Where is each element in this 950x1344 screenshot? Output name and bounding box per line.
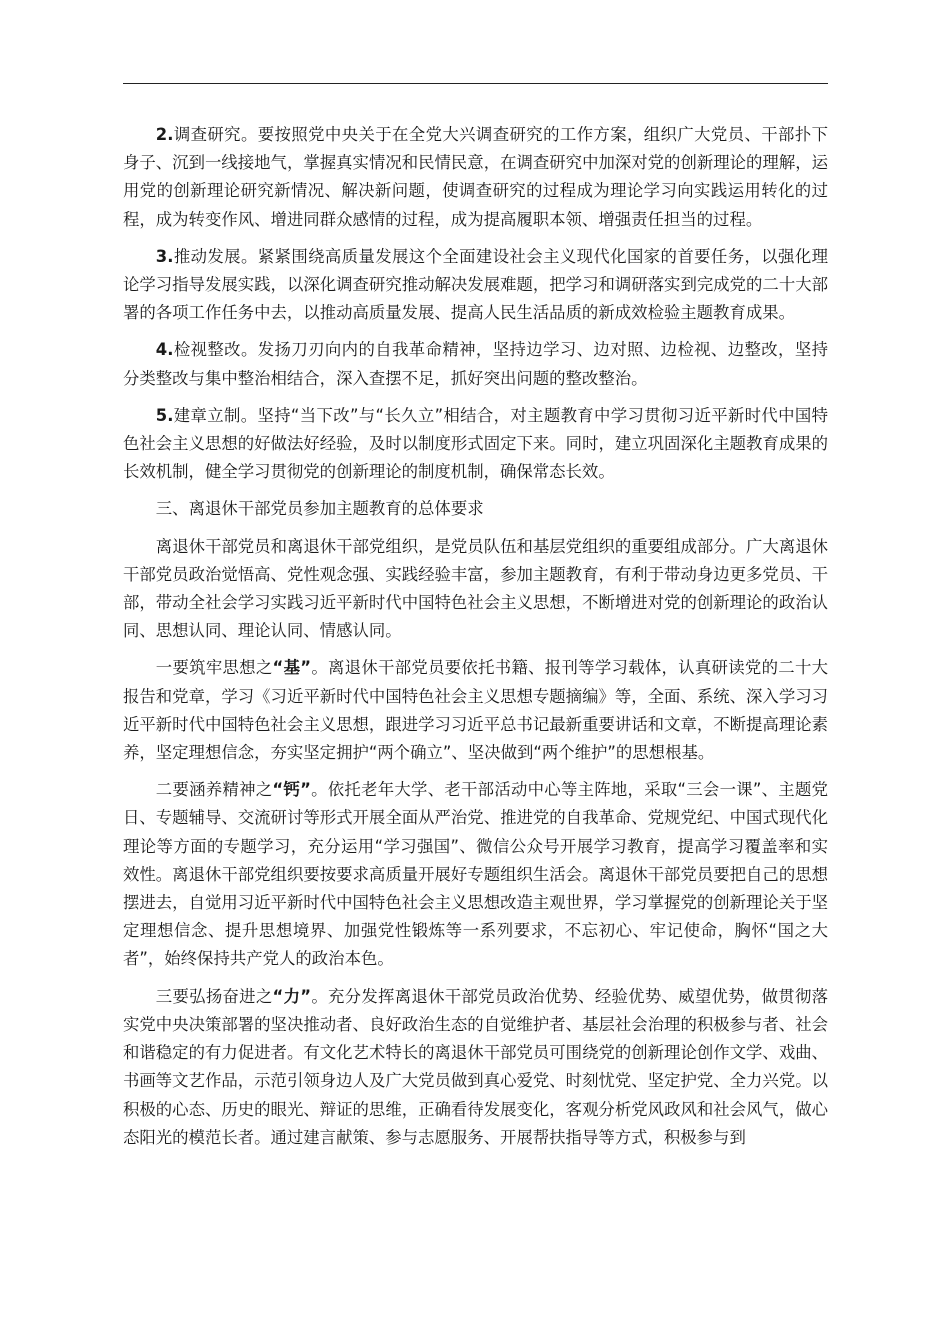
requirement-strength (123, 983, 828, 1152)
item-number: 4. (155, 340, 174, 360)
section-heading: 三、离退休干部党员参加主题教育的总体要求 (155, 499, 484, 519)
requirement-text: 。依托老年大学、老干部活动中心等主阵地，采取“三会一课”、主题党日、专题辅导、交流研讨等形式开展全面从严治党、推进党的自我革命、党规党纪、中国式现代化理论等方面的专题学习，充分运用“学习强国”、微信公众号开展学习教育，提高学习覆盖率和实效性。离退休干部党组织要按要求高质量开展好专题组织生活会。离退休干部党员要把自己的思想摆进去，自觉用习近平新时代中国特色社会主义思想改造主观世界，学习掌握党的创新理论关于坚定理想信念、提升思想境界、加强党性锻炼等一系列要求，不忘初心、牢记使命，胸怀“国之大者”，始终保持共产党人的政治本色。 (123, 780, 829, 969)
item-number: 5. (155, 405, 174, 425)
requirement-prefix: 二要涵养精神之 (155, 780, 273, 800)
paragraph-text: 建章立制。坚持“当下改”与“长久立”相结合，对主题教育中学习贯彻习近平新时代中国特色社会主义思想的好做法好经验，及时以制度形式固定下来。同时，建立巩固深化主题教育成果的长效机制，健全学习贯彻党的创新理论的制度机制，确保常态长效。 (123, 405, 828, 482)
item-number: 2. (155, 125, 174, 144)
requirement-text: 。离退休干部党员要依托书籍、报刊等学习载体，认真研读党的二十大报告和党章，学习《习近平新时代中国特色社会主义思想专题摘编》等，全面、系统、深入学习习近平新时代中国特色社会主义思想，跟进学习习近平总书记最新重要讲话和文章，不断提高理论素养，坚定理想信念，夯实坚定拥护“两个确立”、坚决做到“两个维护”的思想根基。 (123, 658, 829, 763)
paragraph-rectification (123, 336, 828, 392)
requirement-keyword: “钙” (272, 780, 311, 800)
requirement-foundation (123, 654, 828, 767)
requirement-prefix: 三要弘扬奋进之 (155, 986, 273, 1006)
paragraph-text: 检视整改。发扬刀刃向内的自我革命精神，坚持边学习、边对照、边检视、边整改，坚持分类整改与集中整治相结合，深入查摆不足，抓好突出问题的整改整治。 (123, 340, 828, 388)
paragraph-text: 调查研究。要按照党中央关于在全党大兴调查研究的工作方案，组织广大党员、干部扑下身子、沉到一线接地气，掌握真实情况和民情民意，在调查研究中加深对党的创新理论的理解，运用党的创新理论研究新情况、解决新问题，使调查研究的过程成为理论学习向实践运用转化的过程，成为转变作风、增进同群众感情的过程，成为提高履职本领、增强责任担当的过程。 (123, 125, 828, 229)
requirement-text: 。充分发挥离退休干部党员政治优势、经验优势、威望优势，做贯彻落实党中央决策部署的坚决推动者、良好政治生态的自觉维护者、基层社会治理的积极参与者、社会和谐稳定的有力促进者。有文化艺术特长的离退休干部党员可围绕党的创新理论创作文学、戏曲、书画等文艺作品，示范引领身边人及广大党员做到真心爱党、时刻忧党、坚定护党、全力兴党。以积极的心态、历史的眼光、辩证的思维，正确看待发展变化，客观分析党风政风和社会风气，做心态阳光的模范长者。通过建言献策、参与志愿服务、开展帮扶指导等方式，积极参与到 (123, 986, 829, 1147)
requirement-keyword: “力” (272, 986, 312, 1006)
paragraph-institutions (123, 402, 828, 487)
paragraph-text: 推动发展。紧紧围绕高质量发展这个全面建设社会主义现代化国家的首要任务，以强化理论学习指导发展实践，以深化调查研究推动解决发展难题，把学习和调研落实到完成党的二十大部署的各项工作任务中去，以推动高质量发展、提高人民生活品质的新成效检验主题教育成果。 (123, 246, 828, 323)
paragraph-development (123, 243, 828, 328)
header-rule (123, 83, 828, 84)
intro-paragraph: 离退休干部党员和离退休干部党组织，是党员队伍和基层党组织的重要组成部分。广大离退休干部党员政治觉悟高、党性观念强、实践经验丰富，参加主题教育，有利于带动身边更多党员、干部，带动全社会学习实践习近平新时代中国特色社会主义思想，不断增进对党的创新理论的政治认同、思想认同、理论认同、情感认同。 (123, 536, 828, 641)
document-body (123, 121, 828, 1161)
requirement-prefix: 一要筑牢思想之 (155, 658, 273, 678)
requirement-keyword: “基” (272, 658, 312, 678)
paragraph-research (123, 121, 828, 234)
requirement-spirit (123, 776, 828, 973)
item-number: 3. (155, 246, 174, 266)
